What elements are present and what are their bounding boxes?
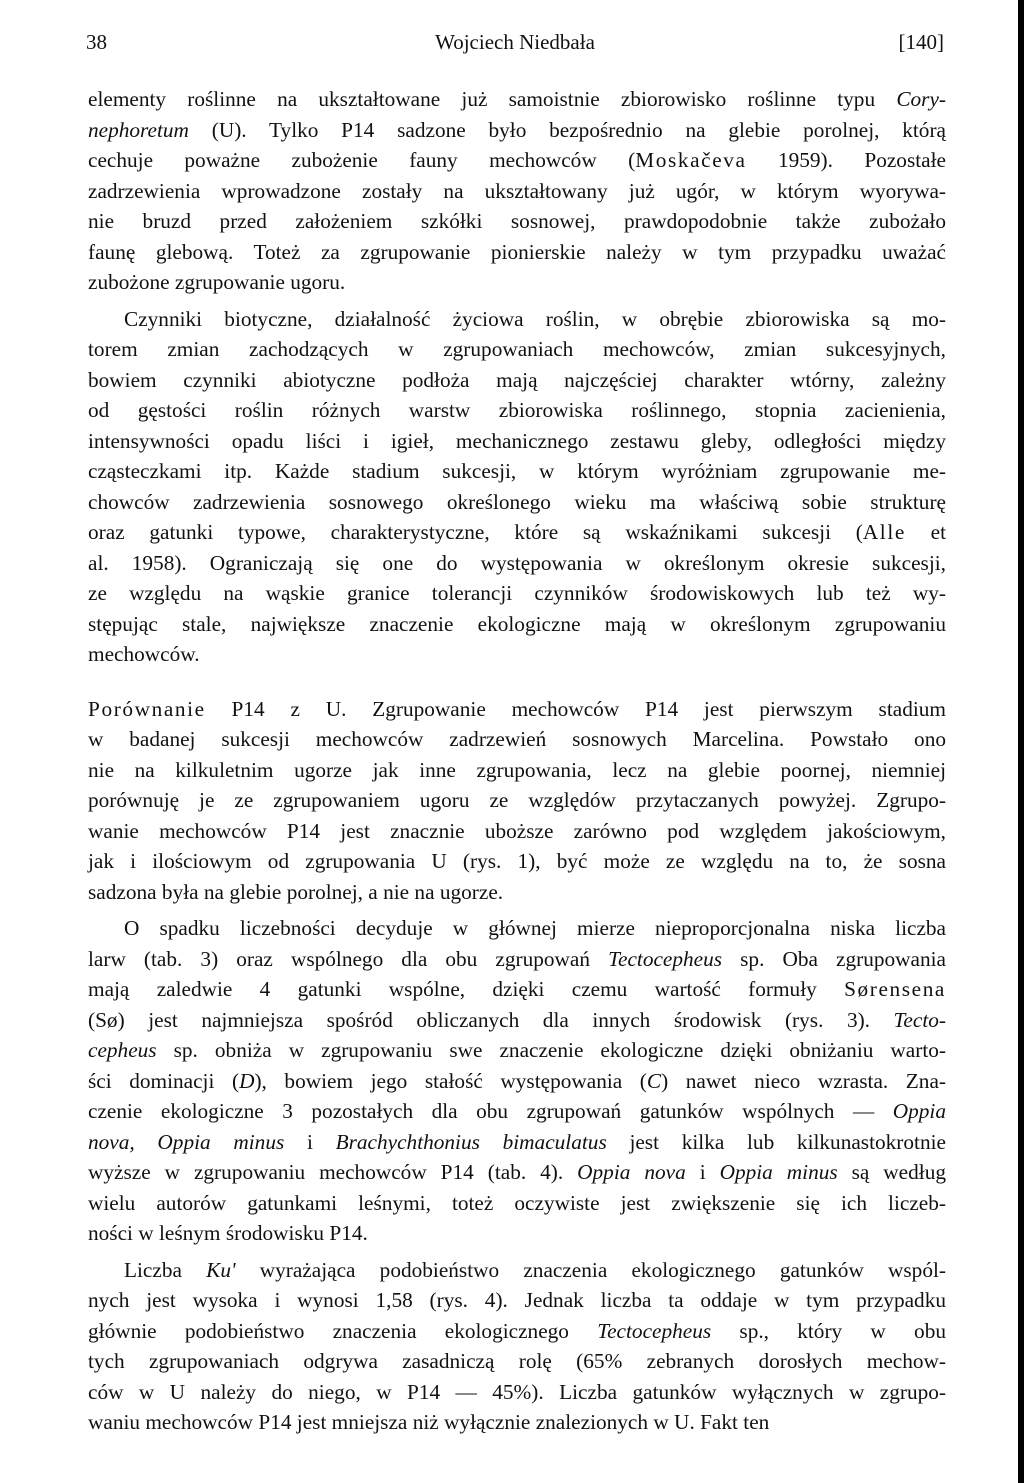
- text-line: [88, 176, 946, 207]
- paragraph: [88, 694, 946, 908]
- text-line: [88, 846, 946, 877]
- text-run: et: [905, 520, 946, 544]
- text-run: sadzona była na glebie porolnej, a nie na ugorze.: [88, 879, 504, 904]
- text-run: porównuję je ze zgrupowaniem ugoru ze względów przytaczanych powyżej. Zgrupo-: [88, 788, 946, 812]
- text-run: jest kilka lub kilkunastokrotnie: [606, 1129, 946, 1154]
- text-run: Tectocepheus: [608, 946, 723, 971]
- text-line: [88, 609, 946, 640]
- text-line: [88, 548, 946, 579]
- text-run: stępując stale, największe znaczenie ekologiczne mają w określonym zgrupowaniu: [88, 611, 946, 636]
- text-line: [88, 1096, 946, 1127]
- text-run: cechuje poważne zubożenie fauny mechowców (: [88, 148, 636, 172]
- text-run: tych zgrupowaniach odgrywa zasadniczą rolę (65% zebranych dorosłych mechow-: [88, 1349, 946, 1373]
- text-line: [88, 1157, 946, 1188]
- text-run: nych jest wysoka i wynosi 1,58 (rys. 4). Jednak liczba ta oddaje w tym przypadku: [88, 1288, 946, 1312]
- page-number: 38: [86, 30, 107, 54]
- running-header: [86, 30, 944, 60]
- text-line: [88, 755, 946, 786]
- text-run: larw (tab. 3) oraz wspólnego dla obu zgrupowań: [88, 946, 609, 971]
- text-run: Oppia: [892, 1099, 946, 1123]
- paragraph: [88, 1255, 946, 1438]
- text-run: torem zmian zachodzących w zgrupowaniach mechowców, zmian sukcesyjnych,: [88, 337, 946, 361]
- text-run: czenie ekologiczne 3 pozostałych dla obu zgrupowań gatunków wspólnych —: [88, 1099, 893, 1123]
- text-run: wanie mechowców P14 jest znacznie uboższe zarówno pod względem jakościowym,: [88, 818, 946, 843]
- text-run: głównie podobieństwo znaczenia ekologicznego: [88, 1318, 598, 1343]
- running-title-author: Wojciech Niedbała: [435, 30, 595, 54]
- text-line: [88, 1255, 946, 1286]
- text-run: faunę glebową. Toteż za zgrupowanie pionierskie należy w tym przypadku uważać: [88, 239, 946, 264]
- text-line: [88, 456, 946, 487]
- text-run: Brachychthonius bimaculatus: [335, 1129, 607, 1154]
- text-run: Oppia minus: [719, 1160, 838, 1184]
- text-run: al. 1958). Ograniczają się one do występowania w określonym okresie sukcesji,: [88, 550, 946, 575]
- text-run: Moskačeva: [635, 148, 747, 172]
- body-text: [88, 84, 946, 1438]
- text-line: [88, 1035, 946, 1066]
- text-run: bowiem czynniki abiotyczne podłoża mają najczęściej charakter wtórny, zależny: [88, 367, 946, 392]
- text-run: mechowców.: [88, 642, 200, 666]
- text-run: Oppia nova: [577, 1160, 686, 1184]
- text-line: [88, 694, 946, 725]
- text-run: ze względu na wąskie granice tolerancji czynników środowiskowych lub też wy-: [88, 581, 946, 605]
- text-run: sp. Oba zgrupowania: [722, 946, 947, 971]
- text-run: nie bruzd przed założeniem szkółki sosnowej, prawdopodobnie także zubożało: [88, 209, 946, 233]
- text-run: wielu autorów gatunkami leśnymi, toteż oczywiste jest zwiększenie się ich liczeb-: [88, 1190, 946, 1215]
- text-run: Liczba: [124, 1257, 207, 1282]
- text-line: [88, 913, 946, 944]
- text-line: [88, 267, 946, 298]
- text-line: [88, 639, 946, 670]
- text-run: od gęstości roślin różnych warstw zbiorowiska roślinnego, stopnia zacienienia,: [88, 398, 946, 422]
- text-run: wyższe w zgrupowaniu mechowców P14 (tab. 4).: [88, 1160, 578, 1184]
- text-run: P14 z U. Zgrupowanie mechowców P14 jest pierwszym stadium: [205, 696, 946, 721]
- text-run: Porównanie: [88, 696, 206, 721]
- text-line: [88, 115, 946, 146]
- text-run: w badanej sukcesji mechowców zadrzewień sosnowych Marcelina. Powstało ono: [88, 727, 946, 751]
- text-line: [88, 1188, 946, 1219]
- text-run: C: [646, 1068, 662, 1093]
- text-run: ców w U należy do niego, w P14 — 45%). Liczba gatunków wyłącznych w zgrupo-: [88, 1379, 946, 1404]
- text-line: [88, 785, 946, 816]
- text-run: ), bowiem jego stałość występowania (: [254, 1068, 647, 1093]
- text-run: sp., który w obu: [711, 1318, 946, 1343]
- text-line: [88, 1285, 946, 1316]
- text-run: zubożone zgrupowanie ugoru.: [88, 270, 346, 294]
- text-line: [88, 944, 946, 975]
- text-run: (Sø) jest najmniejsza spośród obliczanych dla innych środowisk (rys. 3).: [88, 1007, 894, 1032]
- text-run: intensywności opadu liści i igieł, mechanicznego zestawu gleby, odległości między: [88, 428, 946, 453]
- text-line: [88, 724, 946, 755]
- text-line: [88, 1066, 946, 1097]
- text-run: Cory-: [896, 87, 946, 111]
- text-run: są według: [837, 1160, 946, 1184]
- text-line: [88, 1407, 946, 1438]
- paragraph: [88, 84, 946, 298]
- text-line: [88, 84, 946, 115]
- text-line: [88, 1316, 946, 1347]
- paragraph: [88, 304, 946, 670]
- text-run: i: [284, 1129, 336, 1154]
- text-line: [88, 578, 946, 609]
- text-line: [88, 1346, 946, 1377]
- text-run: wyrażająca podobieństwo znaczenia ekologicznego gatunków wspól-: [235, 1257, 946, 1282]
- text-run: Sørensena: [844, 977, 946, 1001]
- text-run: oraz gatunki typowe, charakterystyczne, które są wskaźnikami sukcesji (: [88, 520, 863, 544]
- text-run: (U). Tylko P14 sadzone było bezpośrednio na glebie porolnej, którą: [188, 117, 946, 142]
- text-run: zadrzewienia wprowadzone zostały na ukształtowany już ugór, w którym wyorywa-: [88, 178, 946, 203]
- text-run: Alle: [862, 520, 906, 544]
- text-line: [88, 816, 946, 847]
- text-line: [88, 974, 946, 1005]
- text-line: [88, 487, 946, 518]
- page-edge-border: [1018, 0, 1024, 1483]
- text-run: ności w leśnym środowisku P14.: [88, 1221, 368, 1245]
- text-line: [88, 1127, 946, 1158]
- text-run: Czynniki biotyczne, działalność życiowa roślin, w obrębie zbiorowiska są mo-: [124, 306, 946, 331]
- text-line: [88, 1377, 946, 1408]
- paragraph: [88, 913, 946, 1249]
- text-line: [88, 237, 946, 268]
- text-line: [88, 365, 946, 396]
- text-line: [88, 304, 946, 335]
- text-line: [88, 877, 946, 908]
- text-run: ) nawet nieco wzrasta. Zna-: [661, 1068, 946, 1093]
- text-line: [88, 517, 946, 548]
- text-run: Tecto-: [893, 1007, 946, 1032]
- text-run: Ku': [206, 1257, 236, 1282]
- text-run: D: [239, 1068, 255, 1093]
- text-run: O spadku liczebności decyduje w głównej mierze nieproporcjonalna niska liczba: [124, 916, 946, 940]
- text-run: nie na kilkuletnim ugorze jak inne zgrupowania, lecz na glebie poornej, niemniej: [88, 757, 946, 782]
- text-run: mają zaledwie 4 gatunki wspólne, dzięki czemu wartość formuły: [88, 977, 845, 1001]
- text-run: Tectocepheus: [597, 1318, 712, 1343]
- text-run: chowców zadrzewienia sosnowego określonego wieku ma właściwą sobie strukturę: [88, 489, 946, 514]
- text-run: waniu mechowców P14 jest mniejsza niż wyłącznie znalezionych w U. Fakt ten: [88, 1410, 770, 1434]
- text-run: ści dominacji (: [88, 1068, 240, 1093]
- page-reference: [140]: [898, 30, 944, 54]
- text-run: elementy roślinne na ukształtowane już samoistnie zbiorowisko roślinne typu: [88, 87, 897, 111]
- text-line: [88, 395, 946, 426]
- text-run: cepheus: [88, 1038, 157, 1062]
- text-run: sp. obniża w zgrupowaniu swe znaczenie ekologiczne dzięki obniżaniu warto-: [156, 1038, 946, 1062]
- text-run: i: [685, 1160, 720, 1184]
- text-run: cząsteczkami itp. Każde stadium sukcesji, w którym wyróżniam zgrupowanie me-: [88, 459, 946, 483]
- text-line: [88, 426, 946, 457]
- text-run: nephoretum: [88, 117, 189, 142]
- text-run: 1959). Pozostałe: [746, 148, 946, 172]
- text-line: [88, 206, 946, 237]
- text-line: [88, 334, 946, 365]
- text-run: jak i ilościowym od zgrupowania U (rys. 1), być może ze względu na to, że sosna: [88, 849, 946, 873]
- text-line: [88, 1005, 946, 1036]
- text-run: nova, Oppia minus: [88, 1129, 285, 1154]
- text-line: [88, 145, 946, 176]
- text-line: [88, 1218, 946, 1249]
